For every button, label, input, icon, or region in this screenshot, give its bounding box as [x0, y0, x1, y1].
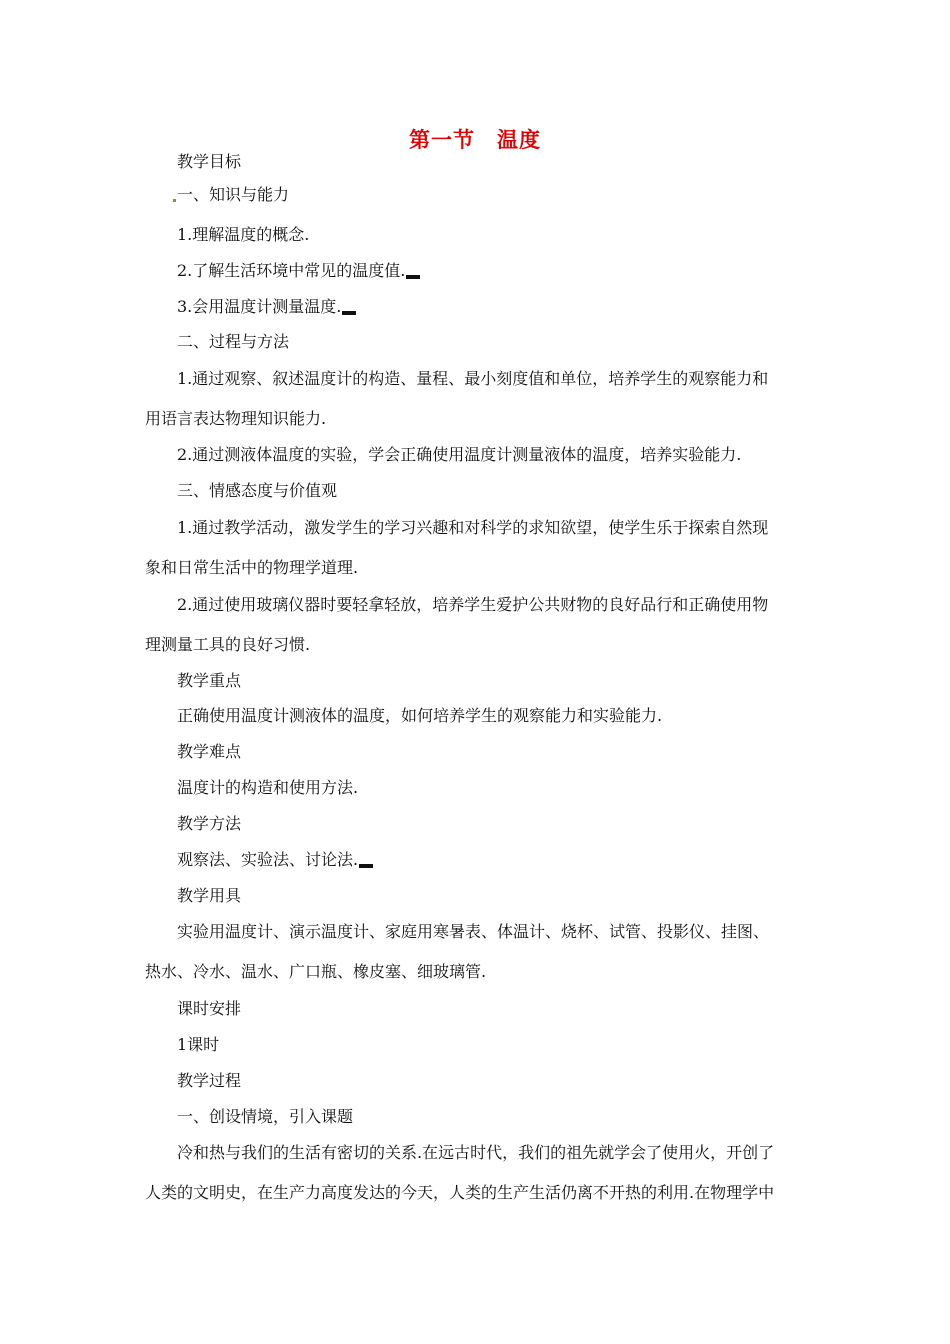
paragraph-line: 人类的文明史，在生产力高度发达的今天，人类的生产生活仍离不开热的利用.在物理学中	[145, 1183, 775, 1202]
subheading-process: 二、过程与方法	[177, 332, 290, 351]
paragraph-line: 2.通过测液体温度的实验，学会正确使用温度计测量液体的温度，培养实验能力.	[177, 445, 742, 464]
heading-tools: 教学用具	[177, 886, 242, 905]
goal-item: 2.了解生活环境中常见的温度值.	[177, 261, 420, 281]
heading-methods: 教学方法	[177, 814, 242, 833]
page-title: 第一节 温度	[409, 127, 541, 152]
margin-mark	[173, 199, 176, 202]
paragraph-line: 冷和热与我们的生活有密切的关系.在远古时代，我们的祖先就学会了使用火，开创了	[177, 1143, 775, 1162]
paragraph-line: 热水、冷水、温水、广口瓶、橡皮塞、细玻璃管.	[145, 962, 487, 981]
goal-item: 3.会用温度计测量温度.	[177, 297, 356, 317]
redaction-mark	[359, 864, 373, 868]
paragraph-line: 象和日常生活中的物理学道理.	[145, 558, 359, 577]
paragraph-line: 1课时	[177, 1035, 220, 1054]
subheading-intro: 一、创设情境，引入课题	[177, 1107, 354, 1126]
paragraph-line: 正确使用温度计测液体的温度，如何培养学生的观察能力和实验能力.	[177, 706, 663, 725]
heading-key-points: 教学重点	[177, 671, 242, 690]
paragraph-line: 温度计的构造和使用方法.	[177, 778, 359, 797]
subheading-attitude: 三、情感态度与价值观	[177, 481, 338, 500]
heading-process: 教学过程	[177, 1071, 242, 1090]
redaction-mark	[342, 311, 356, 315]
paragraph-line: 用语言表达物理知识能力.	[145, 409, 327, 428]
paragraph-line: 观察法、实验法、讨论法.	[177, 850, 373, 870]
heading-schedule: 课时安排	[177, 999, 242, 1018]
goal-item: 1.理解温度的概念.	[177, 225, 310, 244]
heading-teaching-goals: 教学目标	[177, 152, 242, 171]
subheading-knowledge: 一、知识与能力	[177, 185, 290, 204]
heading-difficulties: 教学难点	[177, 742, 242, 761]
redaction-mark	[406, 275, 420, 279]
paragraph-line: 实验用温度计、演示温度计、家庭用寒暑表、体温计、烧杯、试管、投影仪、挂图、	[177, 922, 770, 941]
paragraph-line: 理测量工具的良好习惯.	[145, 635, 311, 654]
paragraph-line: 1.通过教学活动，激发学生的学习兴趣和对科学的求知欲望，使学生乐于探索自然现	[177, 518, 769, 537]
paragraph-line: 1.通过观察、叙述温度计的构造、量程、最小刻度值和单位，培养学生的观察能力和	[177, 369, 769, 388]
paragraph-line: 2.通过使用玻璃仪器时要轻拿轻放，培养学生爱护公共财物的良好品行和正确使用物	[177, 595, 769, 614]
